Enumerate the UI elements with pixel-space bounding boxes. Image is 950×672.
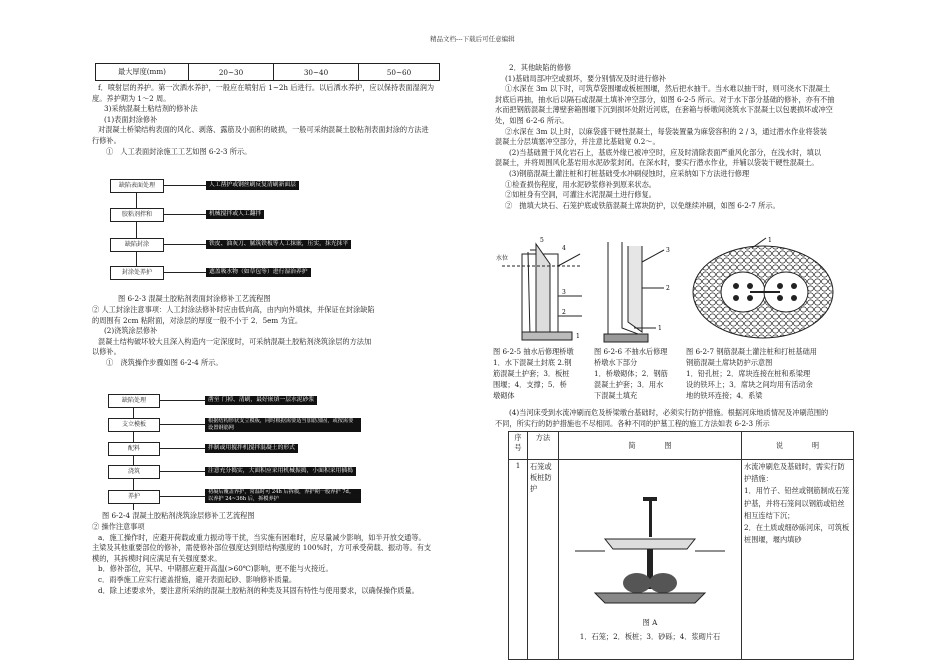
text-line: 2．其他缺陷的修修 [509, 63, 572, 72]
flow-connector [136, 221, 137, 238]
figure-6-2-6 [594, 236, 680, 344]
text-line: 封底后再抽，抽水后以隔石或混凝土填补冲空部分，如图 6-2-5 所示。对于水下部分基础的修补，亦有不抽 [495, 94, 835, 104]
text-line: ① 浇筑操作步骤如图 6-2-4 所示。 [106, 357, 223, 367]
table-figure-cell [559, 460, 742, 660]
text-line: 处，如图 6-2-6 所示。 [495, 115, 569, 125]
fig-label: 2 [666, 285, 670, 292]
text-line: (3)钢筋混凝土灌注桩和打桩基础受水冲刷侵蚀时，应采纳如下方法进行修理 [509, 168, 750, 178]
text-line: 混凝土分层填塞冲空部分，并注意比基础宽 0.2～。 [495, 137, 660, 147]
figure-caption-6-2-5 [493, 346, 574, 401]
figure-caption-6-2-6 [594, 346, 668, 401]
caption-line: 1．铅孔桩；2．席块连接在桩和系梁理 [686, 369, 811, 378]
flow-box: 支立模板 [108, 418, 160, 432]
text-line: ② 抛填大块石、石笼护底或铁筋混凝土席块防护，以免继续冲刷，如图 6-2-7 所示。 [505, 200, 780, 210]
text-line: 主梁及其他重要部位的修补，需使修补部位强度达到原结构强度的 100%时，方可承受荷载、振动等。有支 [92, 543, 432, 553]
figure-title: 图 A [642, 618, 658, 627]
flow-connector [163, 214, 206, 215]
flow-connector [136, 251, 137, 266]
flow-label: 人工凿护或钢丝刷反复清刷新面层 [206, 181, 299, 190]
flow-box: 封涂处养护 [110, 266, 164, 280]
figure-6-2-7 [688, 236, 838, 344]
caption-line: 墩砌体 [493, 391, 515, 400]
flow-box: 缺陷处理 [108, 394, 160, 408]
caption-line: 筋混凝土护套；3．板桩 [493, 369, 570, 378]
table-cell: 20~30 [189, 64, 274, 81]
caption-line: 图 6-2-7 钢筋混凝土灌注桩和打桩基础用 [686, 347, 817, 356]
caption-line: 混凝土护套；3．用水 [594, 380, 664, 389]
table-cell: 最大厚度(mm) [96, 64, 189, 81]
figure-caption: 图 6-2-4 混凝土胶粘剂浇筑涂层修补工艺流程图 [102, 511, 255, 520]
text-line: f．喷射层的养护。第一次洒水养护，一般应在喷射后 1~2h 后进行。以后洒水养护，应以保持表面湿润为 [98, 83, 435, 92]
thickness-table [95, 63, 440, 81]
text-line: 3)采纳混凝土粘结剂的修补法 [104, 104, 198, 114]
table-header: 说 明 [742, 432, 854, 460]
page-header: 精品文档---下载后可任意编辑 [430, 35, 515, 43]
fig-label: 5 [540, 237, 544, 244]
caption-line: 图 6-2-5 抽水后修理桥墩 [493, 347, 574, 356]
fig-label: 3 [666, 247, 670, 254]
flow-connector [163, 244, 206, 245]
text-line: ② 人工封涂注意事项：人工封涂法修补时应由低向高，由内向外填抹，并保证在封涂缺陷 [92, 305, 375, 314]
flow-label: 初凝后覆盖养护，常温时可 24h 后拆模，养护期一般养护 7d。以养护 24~36h 后，拆模养护 [205, 489, 361, 503]
flow-label: 拌制或用搅拌机搅拌混凝土的形式 [205, 444, 298, 453]
text-line: ②如桩身有空洞，可灌注水泥混凝土进行修复。 [505, 190, 656, 200]
caption-line: 1．桥墩砌体；2．钢筋 [594, 369, 668, 378]
figure-caption-6-2-7 [686, 346, 817, 401]
table-cell: 石笼或板桩防护 [528, 460, 559, 660]
text-line: ①水深在 3m 以下时，可筑草袋围堰或板桩围堰，然后把水抽干。当水难以抽干时，则可浇水下混凝土 [505, 84, 831, 94]
fig-label: 水位 [496, 255, 509, 262]
text-line: b．修补部位，其早、中期都应避开高温(>60℃)影响，更不能与火接近。 [98, 564, 333, 574]
right-text-para4 [495, 408, 828, 429]
caption-line: 图 6-2-6 不抽水后修理 [594, 347, 668, 356]
left-text-top [92, 83, 434, 157]
caption-line: 桥墩水下部分 [594, 358, 638, 367]
table-cell: 50~60 [359, 64, 440, 81]
text-line: 混凝土，并将周围风化基岩用水泥砂浆封闭。在深水时，要实行潜水作业，并辅以袋装干硬性混凝土。 [495, 158, 819, 168]
flow-box: 缺陷表面处理 [110, 179, 164, 193]
text-line: c．雨季施工应实行遮盖措施，避开表面起砂、影响修补质量。 [98, 574, 297, 584]
flow-connector [159, 424, 205, 425]
flow-connector [159, 471, 205, 472]
flow-label: 遮盖吸水物（如草包等）进行湿治养护 [206, 268, 311, 277]
caption-line: 钢筋混凝土席块防护示意图 [686, 358, 773, 367]
text-line: 以修补。 [92, 347, 121, 357]
flow-box: 养护 [108, 490, 160, 504]
caption-line: 1．水下混凝土封底 2.钢 [493, 358, 572, 367]
fig-label: 2 [562, 309, 566, 316]
fig-label: 4 [562, 245, 566, 252]
caption-line: 设的铁环上；3．席块之间均用有活动余 [686, 380, 813, 389]
table-cell: 30~40 [274, 64, 359, 81]
text-line: a．施工操作时，应避开荷载或重力振动等干扰，当实施有困难时，应尽量减少影响，如半开放交通等。 [98, 532, 426, 542]
flow-connector [136, 192, 137, 208]
flow-label: 机械搅拌或人工翻拌 [206, 210, 264, 219]
text-line: 对混凝土桥梁结构表面的风化、剥落、露筋及小面积的破损，一般可采纳混凝土胶粘剂表面封涂的方法进 [98, 125, 429, 135]
flow-connector [159, 496, 205, 497]
flow-box: 浇筑 [108, 465, 160, 479]
text-line: d．除上述要求外，要注意所采纳的混凝土胶粘剂的种类及其固有特性与使用要求，以确保操作质量。 [98, 585, 419, 595]
table-header: 简 图 [559, 432, 742, 460]
text-line: (2)当基础置于风化岩石上，基底外缘已被冲空时，应及时清除表面严重风化部分，在浅水时，填以 [509, 147, 822, 157]
flow-label: 铁皮、油灰刀、腻筑铁板等人工抹嵌，压实，抹光抹平 [206, 240, 351, 249]
text-line: (4)当河床受到水流冲刷而危及桥梁墩台基础时，必须实行防护措施。根据河床地质情况及冲刷范围的 [509, 408, 829, 417]
text-line: 模的，其拆模时间应满足有关强度要求。 [92, 553, 222, 563]
flow-box: 胶粘剂拌和 [110, 208, 164, 222]
flow-connector [159, 400, 205, 401]
text-line: 的周围有 2cm 粘附面，对涂层的厚度一般不小于 2．5em 为宜。 [92, 315, 303, 325]
right-text-top [495, 63, 834, 211]
figure-caption: 1．石笼；2．板桩；3．砂砾；4．浆砌片石 [579, 632, 721, 641]
text-line: (1)表面封涂修补 [104, 114, 158, 124]
text-line: 度。养护期为 1～2 周。 [92, 93, 171, 103]
flow-connector [159, 448, 205, 449]
text-line: 不同，所实行的防护措施也不尽相同。各种不同的护墓工程的施工方法如表 6-2-3 所示 [495, 418, 770, 428]
left-text-bottom [92, 522, 431, 596]
flow-box: 配料 [108, 442, 160, 456]
flow-connector [163, 185, 206, 186]
table-header: 方法 [528, 432, 559, 460]
text-line: ① 人工表面封涂施工工艺如图 6-2-3 所示。 [106, 146, 252, 156]
protection-methods-table [508, 431, 854, 660]
text-line: 混凝土结构破坏较大且深入构造内一定深度时，可采纳混凝土胶粘剂浇筑涂层的方法加 [98, 336, 372, 346]
table-header: 序号 [509, 432, 528, 460]
text-line: (2)浇筑涂层修补 [104, 326, 158, 336]
left-text-mid [92, 305, 375, 369]
flow-label: 根据结构形状支立模板，同时根据需要适当加筋加固，或按需要设置钢筋网 [205, 418, 361, 432]
table-cell-description: 水流冲刷危及基础时，需实行防护措施： 1．用竹子、铅丝或钢筋制成石笼护基，并将石笼间以钢筋或铅丝相互连结下沉； 2．在土质或细砂砾河床，可筑板桩围堰，堰内填砂 [742, 460, 854, 660]
caption-line: 地的铁环连接；4．系梁 [686, 391, 763, 400]
flow-label: 注意充分捣实，大面积应采用机械振捣，小面积采用插捣 [205, 467, 356, 476]
flow-box: 缺陷封涂 [110, 238, 164, 252]
caption-line: 围堰；4．支撑；5．桥 [493, 380, 567, 389]
table-cell: 1 [509, 460, 528, 660]
flow-label: 凿至 门掉、清刷，最好嵌填一层水泥砂浆 [205, 396, 317, 405]
fig-label: 1 [768, 237, 772, 244]
text-line: ①检查损伤程度，用水泥砂浆修补到原来状态。 [505, 179, 656, 189]
figure-caption: 图 6-2-3 混凝土胶粘剂表面封涂修补工艺流程图 [118, 294, 271, 303]
figure-a [565, 489, 735, 609]
text-line: (1)基础局部冲空或损坏，要分别情况及时进行修补 [505, 73, 667, 83]
caption-line: 下混凝土填充 [594, 391, 638, 400]
text-line: ② 操作注意事项 [92, 522, 145, 531]
text-line: ②水深在 3m 以上时，以麻袋盛干硬性混凝土，每袋装置量为麻袋容积的 2 / 3，通过潜水作业将袋装 [505, 126, 827, 136]
text-line: 水而把钢筋混凝土薄壁套箱围堰下沉到损坏处附近河底，在套箱与桥墩间浇筑水下混凝土以包裹损坏或冲空 [495, 105, 833, 115]
text-line: 行修补。 [92, 135, 121, 145]
figure-6-2-5 [492, 236, 588, 344]
fig-label: 1 [576, 333, 580, 340]
flow-connector [163, 272, 206, 273]
fig-label: 1 [658, 325, 662, 332]
fig-label: 3 [562, 289, 566, 296]
